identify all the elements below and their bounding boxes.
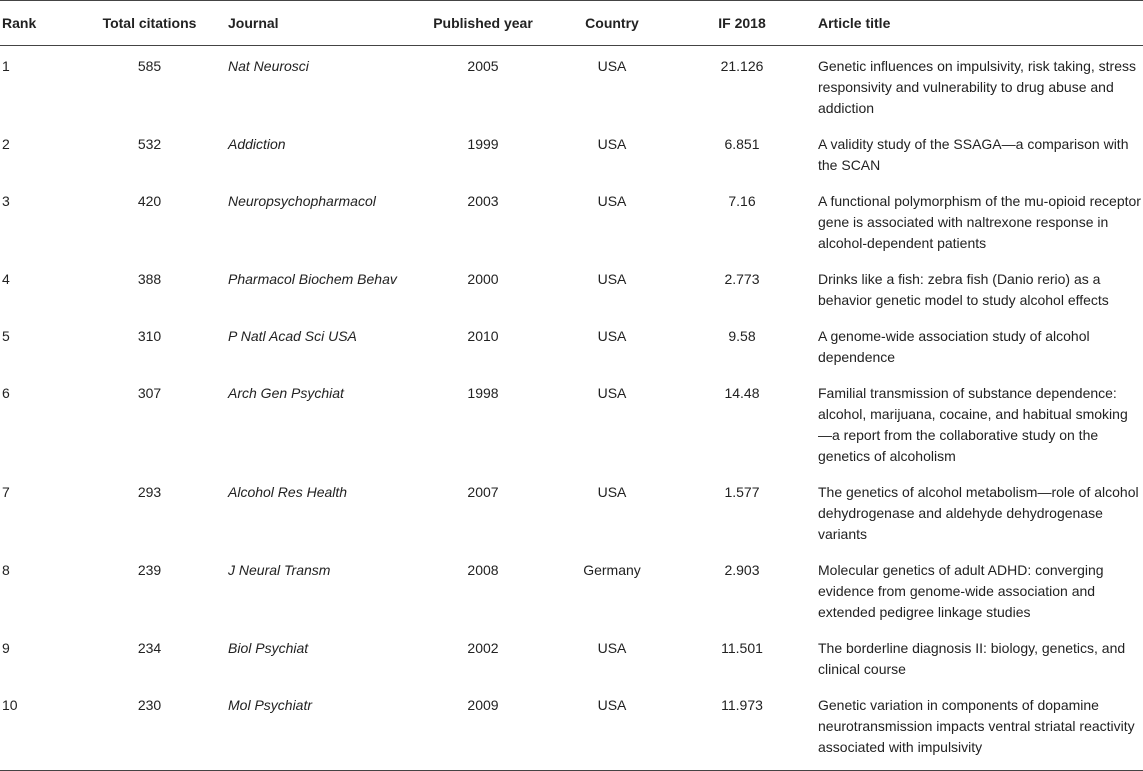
cell-year: 1998 — [467, 385, 499, 401]
cell-if-2018: 2.903 — [724, 562, 760, 578]
table-row — [0, 553, 1143, 631]
cell-year: 2000 — [467, 271, 499, 287]
table-body — [0, 46, 1143, 771]
cell-journal: J Neural Transm — [228, 562, 331, 578]
cell-if-2018: 11.501 — [721, 640, 763, 656]
cell-if-2018: 7.16 — [728, 193, 756, 209]
table-row — [0, 319, 1143, 376]
cell-country: USA — [597, 484, 627, 500]
table-row — [0, 184, 1143, 262]
cell-year: 2002 — [467, 640, 499, 656]
cell-journal: Neuropsychopharmacol — [228, 193, 376, 209]
cell-rank: 7 — [2, 484, 10, 500]
table-row — [0, 46, 1143, 128]
table-row — [0, 262, 1143, 319]
table-row — [0, 475, 1143, 553]
header-country: Country — [585, 15, 639, 31]
table-row — [0, 688, 1143, 771]
cell-citations: 307 — [137, 385, 162, 401]
cell-rank: 6 — [2, 385, 10, 401]
cell-country: USA — [597, 328, 627, 344]
cell-citations: 388 — [137, 271, 162, 287]
cell-country: USA — [597, 640, 627, 656]
cell-citations: 310 — [137, 328, 162, 344]
cell-journal: Biol Psychiat — [228, 640, 309, 656]
cell-year: 2005 — [467, 58, 499, 74]
cell-rank: 4 — [2, 271, 10, 287]
cell-country: USA — [597, 697, 627, 713]
cell-journal: Arch Gen Psychiat — [228, 385, 344, 401]
cell-article-title: A validity study of the SSAGA—a comparison with the SCAN — [818, 136, 1129, 173]
cell-citations: 532 — [137, 136, 162, 152]
cell-country: USA — [597, 136, 627, 152]
cell-article-title: A genome-wide association study of alcohol dependence — [818, 328, 1090, 365]
cell-citations: 230 — [137, 697, 162, 713]
cell-article-title: Familial transmission of substance dependence: alcohol, marijuana, cocaine, and habitual smoking—a report from the collaborative study on the genetics of alcoholism — [818, 385, 1128, 464]
header-rank: Rank — [2, 15, 37, 31]
cell-journal: Pharmacol Biochem Behav — [228, 271, 397, 287]
cell-article-title: Genetic variation in components of dopamine neurotransmission impacts ventral striatal reactivity associated with impulsivity — [818, 697, 1135, 755]
cell-citations: 239 — [137, 562, 162, 578]
cell-article-title: Drinks like a fish: zebra fish (Danio rerio) as a behavior genetic model to study alcohol effects — [818, 271, 1109, 308]
header-journal: Journal — [228, 15, 279, 31]
cell-article-title: The genetics of alcohol metabolism—role of alcohol dehydrogenase and aldehyde dehydrogenase variants — [818, 484, 1139, 542]
table-row — [0, 631, 1143, 688]
header-if-2018: IF 2018 — [718, 15, 766, 31]
cell-year: 1999 — [467, 136, 499, 152]
cell-if-2018: 9.58 — [728, 328, 756, 344]
cell-rank: 5 — [2, 328, 10, 344]
cell-if-2018: 14.48 — [724, 385, 760, 401]
cell-rank: 1 — [2, 58, 10, 74]
table-row — [0, 376, 1143, 475]
cell-country: USA — [597, 385, 627, 401]
cell-citations: 420 — [137, 193, 162, 209]
cell-citations: 585 — [137, 58, 162, 74]
header-total-citations: Total citations — [102, 15, 197, 31]
cell-article-title: Genetic influences on impulsivity, risk taking, stress responsivity and vulnerability to drug abuse and addiction — [818, 58, 1136, 116]
cell-if-2018: 1.577 — [724, 484, 760, 500]
header-row — [0, 1, 1143, 46]
cell-country: Germany — [583, 562, 641, 578]
cell-year: 2010 — [467, 328, 499, 344]
cell-journal: Nat Neurosci — [228, 58, 309, 74]
cell-country: USA — [597, 271, 627, 287]
cell-citations: 293 — [137, 484, 162, 500]
cell-rank: 3 — [2, 193, 10, 209]
cell-journal: Addiction — [228, 136, 286, 152]
header-article-title: Article title — [818, 15, 891, 31]
cell-year: 2008 — [467, 562, 499, 578]
cell-year: 2003 — [467, 193, 499, 209]
cell-rank: 2 — [2, 136, 10, 152]
cell-if-2018: 2.773 — [724, 271, 760, 287]
cell-journal: Mol Psychiatr — [228, 697, 313, 713]
cell-journal: Alcohol Res Health — [228, 484, 348, 500]
cell-article-title: Molecular genetics of adult ADHD: converging evidence from genome-wide association and extended pedigree linkage studies — [818, 562, 1104, 620]
cell-country: USA — [597, 193, 627, 209]
cell-rank: 8 — [2, 562, 10, 578]
table-row — [0, 127, 1143, 184]
table-header — [0, 1, 1143, 46]
header-published-year: Published year — [433, 15, 533, 31]
cell-citations: 234 — [137, 640, 162, 656]
cell-rank: 9 — [2, 640, 10, 656]
cell-article-title: A functional polymorphism of the mu-opioid receptor gene is associated with naltrexone response in alcohol-dependent patients — [818, 193, 1141, 251]
cell-year: 2009 — [467, 697, 499, 713]
cell-rank: 10 — [2, 697, 18, 713]
cell-article-title: The borderline diagnosis II: biology, genetics, and clinical course — [818, 640, 1126, 677]
cell-if-2018: 11.973 — [721, 697, 763, 713]
cell-country: USA — [597, 58, 627, 74]
cell-year: 2007 — [467, 484, 499, 500]
cell-if-2018: 6.851 — [724, 136, 760, 152]
cell-if-2018: 21.126 — [720, 58, 764, 74]
cell-journal: P Natl Acad Sci USA — [228, 328, 357, 344]
